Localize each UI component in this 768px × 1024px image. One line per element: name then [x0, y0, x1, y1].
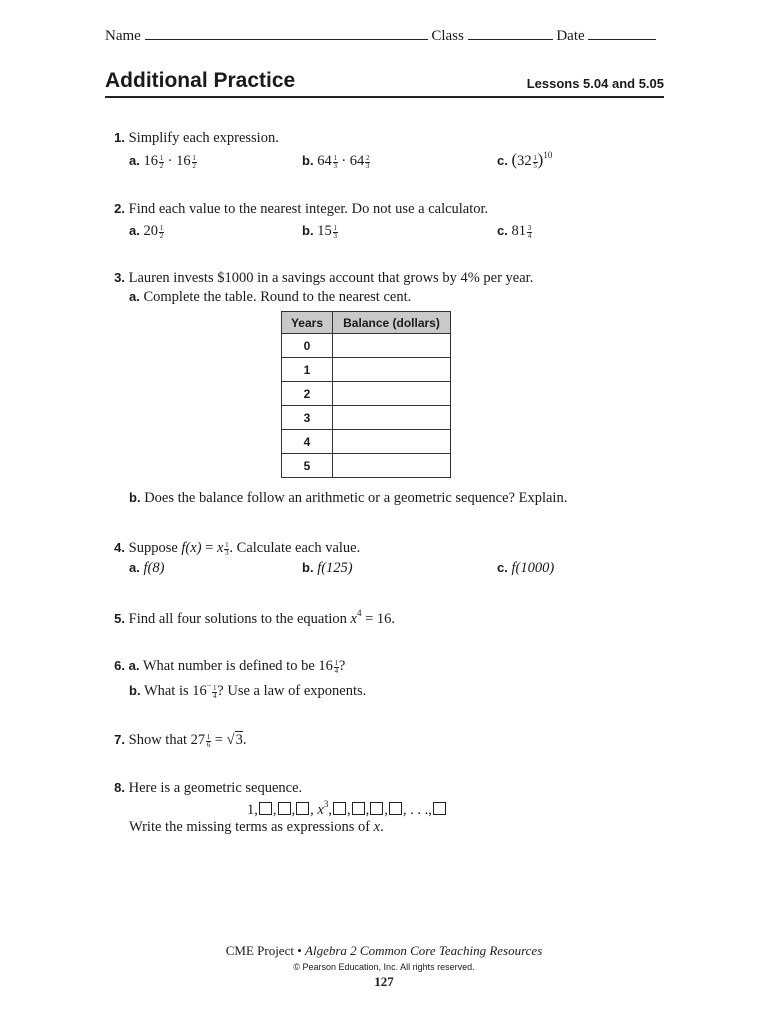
ellipsis: . . ., — [410, 802, 432, 818]
problem-2c — [497, 223, 532, 240]
denominator: 2 — [159, 162, 164, 170]
series-name: CME Project — [225, 943, 294, 958]
problem-2b — [302, 223, 338, 240]
blank-box[interactable] — [259, 802, 272, 815]
denominator: 3 — [366, 162, 370, 170]
numerator: 1 — [159, 224, 164, 232]
denominator: 4 — [213, 692, 217, 700]
balance-cell[interactable] — [333, 382, 451, 406]
copyright: © Pearson Education, Inc. All rights reserved. — [293, 962, 475, 972]
part-label: c. — [497, 153, 508, 168]
equals: = — [201, 540, 217, 556]
exponent-fraction — [365, 155, 370, 169]
part-label: a. — [129, 560, 140, 575]
problem-3b-text: Does the balance follow an arithmetic or a geometric sequence? Explain. — [144, 490, 568, 506]
blank-box[interactable] — [296, 802, 309, 815]
name-label: Name — [105, 28, 141, 44]
exponent-fraction — [192, 155, 197, 169]
problem-5 — [105, 608, 395, 628]
text: ? — [338, 658, 346, 674]
numerator: 3 — [527, 224, 532, 232]
problem-6b — [129, 681, 366, 700]
problem-1 — [105, 130, 279, 147]
geometric-sequence: 1, , , , $x^3$, , , , , . . ., — [247, 799, 447, 819]
base: 16 — [143, 153, 158, 169]
part-label: b. — [129, 490, 141, 505]
page-number: 127 — [374, 974, 394, 989]
footer-series — [0, 943, 768, 959]
variable: x — [350, 611, 357, 627]
blank-box[interactable] — [389, 802, 402, 815]
problem-8-instruction — [129, 819, 384, 836]
paren-open: ( — [511, 150, 518, 169]
table-row — [282, 430, 451, 454]
numerator: 1 — [213, 684, 217, 692]
base: 16 — [176, 153, 191, 169]
blank-box[interactable] — [370, 802, 383, 815]
denominator: 4 — [334, 667, 339, 675]
table-row — [282, 382, 451, 406]
variable: x — [317, 802, 324, 818]
function-notation: f(x) — [181, 540, 202, 556]
problem-1-text: Simplify each expression. — [128, 130, 279, 146]
numerator: 2 — [366, 154, 370, 162]
sequence-term: 1, — [247, 802, 258, 818]
class-field[interactable] — [468, 38, 553, 40]
balance-cell[interactable] — [333, 334, 451, 358]
denominator: 4 — [527, 232, 532, 240]
expression: f(125) — [317, 560, 353, 576]
text: . Calculate each value. — [229, 540, 361, 556]
year-cell: 1 — [282, 358, 333, 382]
text: Write the missing terms as expressions of — [129, 819, 374, 835]
blank-box[interactable] — [352, 802, 365, 815]
part-label: b. — [302, 223, 314, 238]
base: 15 — [317, 223, 332, 239]
balance-cell[interactable] — [333, 454, 451, 478]
numerator: 1 — [225, 541, 229, 549]
problem-3a — [129, 289, 411, 306]
variable: x — [216, 540, 224, 556]
problem-1a — [129, 153, 197, 170]
balance-table — [281, 311, 451, 478]
denominator: 3 — [333, 232, 337, 240]
problem-number: 4. — [114, 540, 125, 555]
text: . — [242, 732, 247, 748]
radical-sign: √ — [226, 732, 235, 748]
exponent-fraction — [159, 225, 164, 239]
problem-2-text: Find each value to the nearest integer. Do not use a calculator. — [128, 201, 489, 217]
date-label: Date — [556, 28, 585, 44]
dot: · — [341, 153, 347, 169]
exponent-fraction — [333, 155, 338, 169]
part-label: c. — [497, 223, 508, 238]
numerator: 1 — [334, 659, 339, 667]
numerator: 1 — [333, 224, 337, 232]
numerator: 1 — [159, 154, 164, 162]
problem-4a — [129, 560, 164, 577]
base: 64 — [317, 153, 332, 169]
table-row — [282, 334, 451, 358]
class-label: Class — [431, 28, 464, 44]
blank-box[interactable] — [333, 802, 346, 815]
problem-1b — [302, 153, 370, 170]
balance-cell[interactable] — [333, 430, 451, 454]
text: Show that 27 — [128, 732, 206, 748]
part-label: b. — [129, 683, 141, 698]
year-cell: 0 — [282, 334, 333, 358]
problem-8-text: Here is a geometric sequence. — [128, 780, 303, 796]
problem-4c — [497, 560, 554, 577]
year-cell: 3 — [282, 406, 333, 430]
bullet: • — [297, 943, 302, 958]
table-row — [282, 454, 451, 478]
variable: x — [373, 819, 381, 835]
problem-number: 2. — [114, 201, 125, 216]
title-rule — [105, 96, 664, 98]
numerator: 1 — [206, 733, 211, 741]
problem-8 — [105, 780, 302, 797]
part-label: b. — [302, 560, 314, 575]
problem-3 — [105, 270, 533, 287]
exponent: 3 — [323, 799, 329, 809]
year-cell: 5 — [282, 454, 333, 478]
denominator: 2 — [159, 232, 164, 240]
text: What is 16 — [143, 683, 207, 699]
numerator: 1 — [533, 154, 537, 162]
balance-cell[interactable] — [333, 358, 451, 382]
column-header-balance: Balance (dollars) — [333, 312, 451, 334]
year-cell: 4 — [282, 430, 333, 454]
text: = 16. — [361, 611, 396, 627]
problem-number: 8. — [114, 780, 125, 795]
part-label: a. — [129, 223, 140, 238]
year-cell: 2 — [282, 382, 333, 406]
exponent-fraction — [333, 225, 338, 239]
part-label: a. — [129, 289, 140, 304]
balance-cell[interactable] — [333, 406, 451, 430]
book-title: Algebra 2 Common Core Teaching Resources — [305, 943, 543, 958]
text: Find all four solutions to the equation — [128, 611, 351, 627]
name-field[interactable] — [145, 38, 428, 40]
page-title: Additional Practice — [105, 69, 296, 92]
exponent: 4 — [356, 608, 362, 618]
problem-number: 1. — [114, 130, 125, 145]
outer-exponent: 10 — [543, 150, 553, 160]
table-header-row — [282, 312, 451, 334]
text: Suppose — [128, 540, 182, 556]
equals: = — [211, 732, 227, 748]
exponent-fraction — [159, 155, 164, 169]
problem-1c — [497, 150, 552, 170]
denominator: 2 — [192, 162, 196, 170]
radicand: 3 — [235, 732, 243, 748]
text: What number is defined to be 16 — [142, 658, 333, 674]
header-row — [105, 28, 656, 45]
problem-4b — [302, 560, 353, 577]
exponent-fraction — [527, 225, 532, 239]
part-label: b. — [302, 153, 314, 168]
base: 81 — [511, 223, 526, 239]
denominator: 3 — [225, 549, 229, 557]
date-field[interactable] — [588, 38, 656, 40]
text: . — [380, 819, 384, 835]
paren-close: ) — [537, 150, 544, 169]
problem-3b — [129, 490, 567, 507]
expression: f(8) — [143, 560, 165, 576]
table-row — [282, 358, 451, 382]
part-label: a. — [129, 153, 140, 168]
denominator: 6 — [206, 741, 211, 749]
table-row — [282, 406, 451, 430]
problem-3a-text: Complete the table. Round to the nearest cent. — [143, 289, 412, 305]
part-label: c. — [497, 560, 508, 575]
denominator: 5 — [533, 162, 537, 170]
problem-2a — [129, 223, 164, 240]
problem-3-text: Lauren invests $1000 in a savings account that grows by 4% per year. — [128, 270, 534, 286]
problem-4 — [105, 540, 360, 557]
text: ? Use a law of exponents. — [217, 683, 367, 699]
problem-7 — [105, 732, 246, 749]
base: 64 — [349, 153, 365, 169]
problem-number: 5. — [114, 611, 125, 626]
expression: f(1000) — [511, 560, 555, 576]
problem-number: 7. — [114, 732, 125, 747]
column-header-years: Years — [282, 312, 333, 334]
problem-number: 6. — [114, 658, 125, 673]
problem-number: 3. — [114, 270, 125, 285]
lessons-label: Lessons 5.04 and 5.05 — [526, 76, 664, 91]
dot: · — [167, 153, 173, 169]
numerator: 1 — [192, 154, 196, 162]
base: 20 — [143, 223, 158, 239]
problem-2 — [105, 201, 488, 218]
denominator: 3 — [333, 162, 337, 170]
blank-box[interactable] — [433, 802, 446, 815]
problem-6a — [105, 658, 345, 675]
numerator: 1 — [333, 154, 337, 162]
blank-box[interactable] — [278, 802, 291, 815]
part-label: a. — [128, 658, 140, 673]
negative-sign: − — [206, 681, 212, 690]
base: 32 — [517, 153, 532, 169]
